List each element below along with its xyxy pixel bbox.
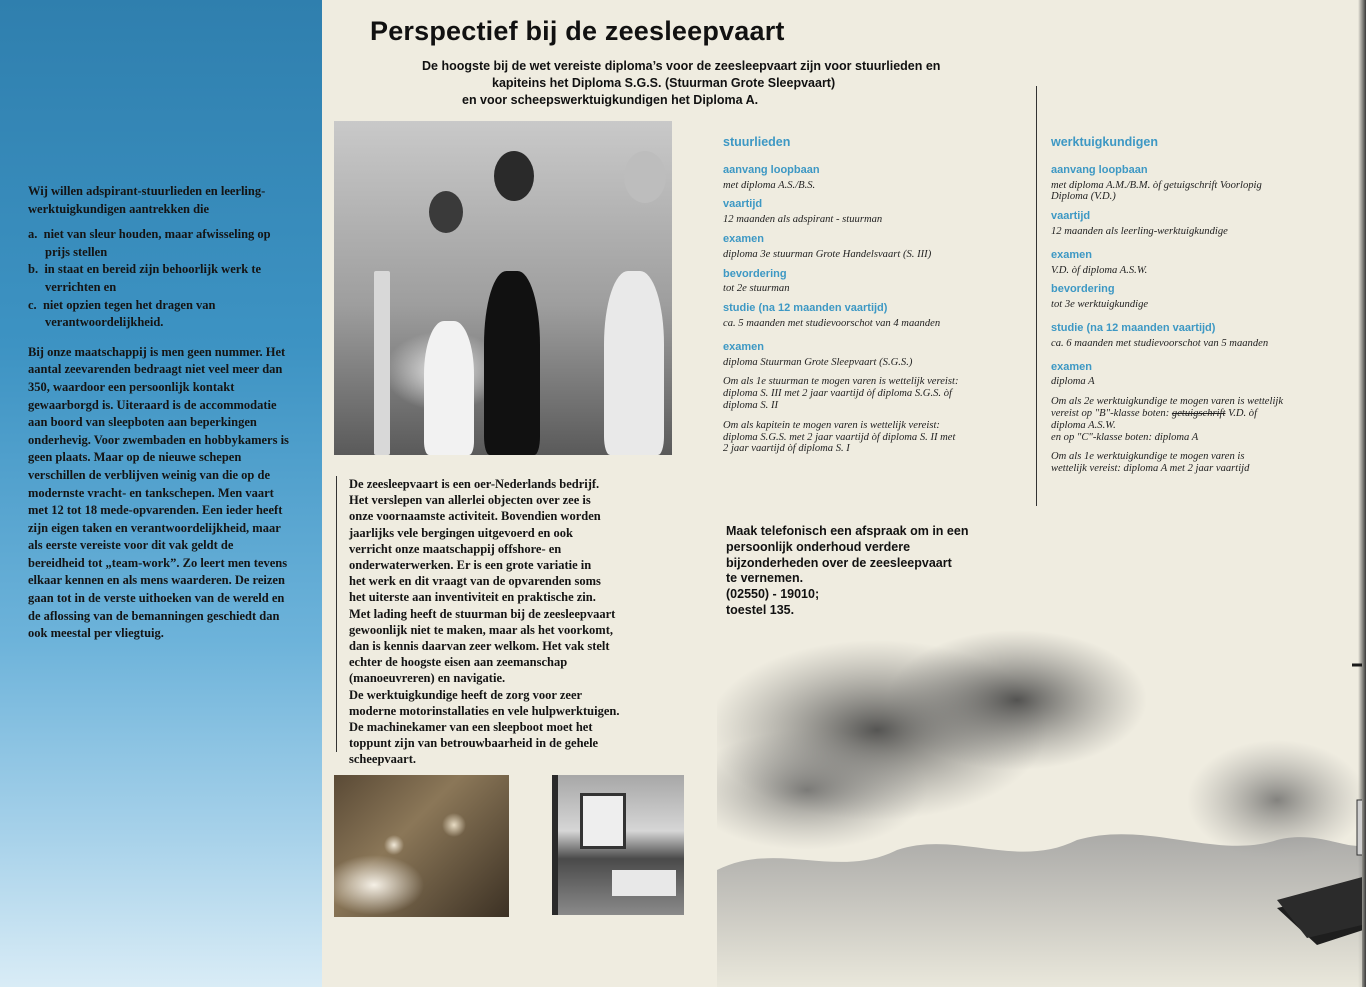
photo-engine-room	[334, 775, 509, 917]
section-text: 12 maanden als adspirant - stuurman	[723, 214, 883, 226]
middle-line: verricht onze maatschappij offshore- en	[349, 541, 562, 556]
photo-officers-with-sextants	[334, 121, 672, 455]
left-recruitment-text	[28, 183, 290, 651]
left-list-item-b: b. in staat en bereid zijn behoorlijk werk te verrichten en	[28, 262, 262, 294]
left-blue-panel	[0, 0, 322, 987]
right-paper-panel	[322, 0, 1366, 987]
middle-line: onderwaterwerken. Er is een grote variatie in	[349, 558, 592, 573]
contact-line: persoonlijk onderhoud verdere	[726, 539, 911, 554]
stuurlieden-note-2: Om als kapitein te mogen varen is wettelijk vereist: diploma S.G.S. met 2 jaar vaartijd òf diploma S. II met 2 jaar vaartijd òf diploma S. I	[723, 419, 956, 455]
section-label: vaartijd	[1051, 210, 1091, 223]
stuurlieden-note-1: Om als 1e stuurman te mogen varen is wettelijk vereist: diploma S. III met 2 jaar vaartijd òf diploma S.G.S. òf diploma S. II	[723, 376, 959, 411]
left-list-item-a: a. niet van sleur houden, maar afwisseling op prijs stellen	[28, 227, 271, 259]
contact-phone: (02550) - 19010;	[726, 587, 820, 602]
left-intro: Wij willen adspirant-stuurlieden en leerling-werktuigkundigen aantrekken die	[28, 184, 266, 216]
photo-figure-shape	[604, 271, 664, 455]
photo-head-shape	[624, 151, 666, 203]
photo-binnacle-shape	[374, 271, 390, 455]
struck-word: getuigschrift	[1171, 407, 1226, 419]
contact-line: bijzonderheden over de zeesleepvaart	[726, 555, 952, 570]
section-label: examen	[1051, 248, 1092, 261]
middle-line: scheepvaart.	[349, 752, 416, 767]
subtitle-line: en voor scheepswerktuigkundigen het Diploma A.	[462, 93, 759, 107]
ship-deckhouse-shape	[1357, 800, 1362, 855]
section-text: diploma Stuurman Grote Sleepvaart (S.G.S.)	[723, 356, 913, 368]
werktuigkundigen-column	[1051, 137, 1361, 475]
left-body: Bij onze maatschappij is men geen nummer. Het aantal zeevarenden bedraagt niet veel meer dan 350, waardoor een persoonlijk kontakt gewaarborgd is. Uiteraard is de accommodatie aan boord van sleepboten aan beperkingen onderhevig. Voor zwembaden en hobbykamers is geen plaats. Maar op de nieuwe schepen verschillen de verblijven weinig van die op de modernste vracht- en tankschepen. Men vaart met 12 tot 18 mede-opvarenden. Een ieder heeft zijn eigen taken en verantwoordelijkheid, maar als eerste vereiste voor dit vak geldt de bereidheid tot „team-work”. Zo leert men tevens elkaar kennen en als mens waarderen. De reizen gaan tot in de verste uithoeken van de wereld en de aflossing van de bemanningen geschiedt dan ook meestal per vliegtuig.	[28, 344, 289, 641]
section-label: studie (na 12 maanden vaartijd)	[1051, 321, 1216, 334]
middle-line: echter de hoogste eisen aan zeemanschap	[349, 655, 568, 670]
middle-line: gewoonlijk niet te maken, maar als het voorkomt,	[349, 622, 613, 637]
section-label: studie (na 12 maanden vaartijd)	[723, 302, 888, 315]
subtitle-line: De hoogste bij de wet vereiste diploma’s voor de zeesleepvaart zijn voor stuurlieden en	[422, 59, 941, 73]
section-text: diploma 3e stuurman Grote Handelsvaart (S. III)	[723, 248, 932, 260]
section-text: tot 3e werktuigkundige	[1051, 299, 1149, 311]
section-text: ca. 6 maanden met studievoorschot van 5 maanden	[1051, 337, 1269, 349]
section-text: met diploma A.S./B.S.	[723, 179, 816, 191]
photo-crew-cabin	[552, 775, 684, 915]
middle-line: Het verslepen van allerlei objecten over zee is	[349, 493, 591, 508]
middle-line: De werktuigkundige heeft de zorg voor zeer	[349, 687, 583, 702]
section-label: bevordering	[723, 267, 787, 280]
contact-extension: toestel 135.	[726, 602, 795, 617]
sea-waves-shape	[717, 834, 1362, 987]
photo-bed-shape	[612, 870, 676, 896]
stuurlieden-heading: stuurlieden	[723, 135, 791, 149]
smoke-cloud-shape	[887, 630, 1147, 770]
page-subtitle	[422, 58, 1062, 109]
middle-line: toppunt zijn van betrouwbaarheid in de gehele	[349, 736, 599, 751]
photo-figure-shape	[424, 321, 474, 455]
middle-line: moderne motorinstallaties en vele hulpwerktuigen.	[349, 703, 620, 718]
section-text: V.D. òf diploma A.S.W.	[1051, 264, 1148, 276]
middle-line: onze voornaamste activiteit. Bovendien worden	[349, 509, 601, 524]
section-text: 12 maanden als leerling-werktuigkundige	[1051, 225, 1228, 237]
section-label: examen	[723, 340, 764, 353]
section-text: tot 2e stuurman	[723, 283, 790, 295]
middle-line: Met lading heeft de stuurman bij de zeesleepvaart	[349, 606, 616, 621]
left-list-item-c: c. niet opzien tegen het dragen van verantwoordelijkheid.	[28, 297, 216, 330]
stuurlieden-column	[723, 137, 1033, 455]
middle-line: het werk en dit vraagt van de opvarenden soms	[349, 574, 601, 589]
middle-line: jaarlijks vele bergingen uitgevoerd en ook	[349, 525, 573, 540]
middle-line: het uiterste aan inventiviteit en praktische zin.	[349, 590, 596, 605]
tugboat-illustration	[717, 540, 1362, 987]
contact-line: Maak telefonisch een afspraak om in een	[726, 524, 969, 538]
photo-figure-shape	[484, 271, 540, 455]
middle-line: De machinekamer van een sleepboot moet het	[349, 720, 593, 735]
werktuigkundigen-note-2: Om als 1e werktuigkundige te mogen varen is wettelijk vereist: diploma A met 2 jaar vaartijd	[1051, 451, 1250, 475]
subtitle-line: kapiteins het Diploma S.G.S. (Stuurman Grote Sleepvaart)	[492, 76, 836, 90]
photo-window-shape	[580, 793, 626, 849]
contact-line: te vernemen.	[726, 571, 804, 586]
photo-head-shape	[429, 191, 463, 233]
page-title: Perspectief bij de zeesleepvaart	[370, 16, 785, 46]
section-label: bevordering	[1051, 283, 1115, 296]
section-label: vaartijd	[723, 198, 763, 211]
werktuigkundigen-note-1: Om als 2e werktuigkundige te mogen varen is wettelijk vereist op "B"-klasse boten: getuigschrift V.D. òf diploma A.S.W. en op "C"-klasse boten: diploma A	[1051, 396, 1284, 443]
werktuigkundigen-heading: werktuigkundigen	[1051, 135, 1158, 149]
section-text: met diploma A.M./B.M. òf getuigschrift Voorlopig Diploma (V.D.)	[1051, 179, 1262, 203]
section-label: examen	[723, 232, 764, 245]
middle-line: dan is kennis daarvan zeer welkom. Het vak stelt	[349, 639, 610, 654]
section-text: ca. 5 maanden met studievoorschot van 4 maanden	[723, 317, 941, 329]
section-label: examen	[1051, 360, 1092, 373]
section-label: aanvang loopbaan	[1051, 163, 1148, 176]
photo-head-shape	[494, 151, 534, 201]
middle-line: (manoeuvreren) en navigatie.	[349, 671, 506, 686]
column-divider	[1036, 86, 1037, 506]
section-label: aanvang loopbaan	[723, 163, 820, 176]
section-text: diploma A	[1051, 376, 1095, 388]
middle-line: De zeesleepvaart is een oer-Nederlands bedrijf.	[349, 477, 600, 491]
middle-description	[336, 476, 669, 767]
